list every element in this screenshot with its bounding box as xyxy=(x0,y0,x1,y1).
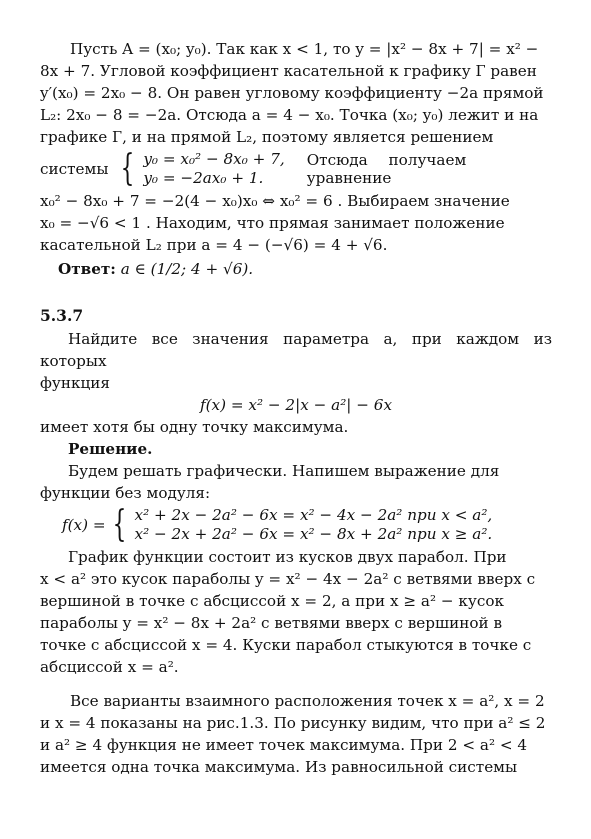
text-line: Будем решать графически. Напишем выражение для xyxy=(68,462,500,480)
text-line: 8x + 7. Угловой коэффициент касательной к графику Г равен xyxy=(40,62,537,80)
text-line: вершиной в точке с абсциссой x = 2, а при x ≥ a² − кусок xyxy=(40,592,505,610)
text-line: x₀² − 8x₀ + 7 = −2(4 − x₀)x₀ ⇔ x₀² = 6 . Выбираем значение xyxy=(40,192,510,210)
text-line: x < a² это кусок параболы y = x² − 4x − 2a² с ветвями вверх с xyxy=(40,570,536,588)
text-line: параболы y = x² − 8x + 2a² с ветвями вверх с вершиной в xyxy=(40,614,503,632)
piecewise-function xyxy=(62,506,552,544)
text-line: имеется одна точка максимума. Из равносильной системы xyxy=(40,758,518,776)
text-line: График функции состоит из кусков двух парабол. При xyxy=(68,548,507,566)
text-line: x₀ = −√6 < 1 . Находим, что прямая занимает положение xyxy=(40,214,505,232)
piecewise-case: x² + 2x − 2a² − 6x = x² − 4x − 2a² при x < a², xyxy=(134,506,493,524)
system-equations xyxy=(143,150,284,188)
task-line: Найдите все значения параметра a, при каждом из которых xyxy=(40,330,552,370)
answer-label: Ответ: xyxy=(58,260,116,278)
piecewise-cases xyxy=(135,506,493,544)
system-equation: y₀ = x₀² − 8x₀ + 7, xyxy=(143,150,285,168)
answer-line xyxy=(58,258,552,280)
text-line: y′(x₀) = 2x₀ − 8. Он равен угловому коэффициенту −2a прямой xyxy=(40,84,544,102)
system-equation: y₀ = −2ax₀ + 1. xyxy=(143,169,264,187)
answer-value: a ∈ (1/2; 4 + √6). xyxy=(120,260,254,278)
function-label: f(x) = xyxy=(62,516,106,534)
task-line: имеет хотя бы одну точку максимума. xyxy=(40,418,349,436)
paragraph-gap xyxy=(40,678,552,690)
text-line: Все варианты взаимного расположения точек x = a², x = 2 xyxy=(70,692,545,710)
text-line: функции без модуля: xyxy=(40,484,211,502)
piecewise-case: x² − 2x + 2a² − 6x = x² − 8x + 2a² при x ≥ a². xyxy=(134,525,493,543)
section-number: 5.3.7 xyxy=(40,306,84,325)
text-line: и x = 4 показаны на рис.1.3. По рисунку видим, что при a² ≤ 2 xyxy=(40,714,546,732)
solution-heading: Решение. xyxy=(68,440,153,458)
text-line: Пусть A = (x₀; y₀). Так как x < 1, то y = |x² − 8x + 7| = x² − xyxy=(70,40,539,58)
text-line: графике Г, и на прямой L₂, поэтому является решением xyxy=(40,128,494,146)
brace-symbol: { xyxy=(121,148,135,189)
task-formula: f(x) = x² − 2|x − a²| − 6x xyxy=(199,396,393,414)
text-line: L₂: 2x₀ − 8 = −2a. Отсюда a = 4 − x₀. Точка (x₀; y₀) лежит и на xyxy=(40,106,539,124)
text-line: и a² ≥ 4 функция не имеет точек максимума. При 2 < a² < 4 xyxy=(40,736,528,754)
text-line: точке с абсциссой x = 4. Куски парабол стыкуются в точке с xyxy=(40,636,532,654)
brace-symbol: { xyxy=(112,504,126,545)
system-after-text: Отсюда получаем уравнение xyxy=(306,151,467,187)
text-line: абсциссой x = a². xyxy=(40,658,179,676)
equation-system xyxy=(40,150,552,188)
document-page xyxy=(40,38,552,778)
text-line: касательной L₂ при a = 4 − (−√6) = 4 + √6. xyxy=(40,236,388,254)
system-label: системы xyxy=(40,160,109,178)
task-line: функция xyxy=(40,374,110,392)
